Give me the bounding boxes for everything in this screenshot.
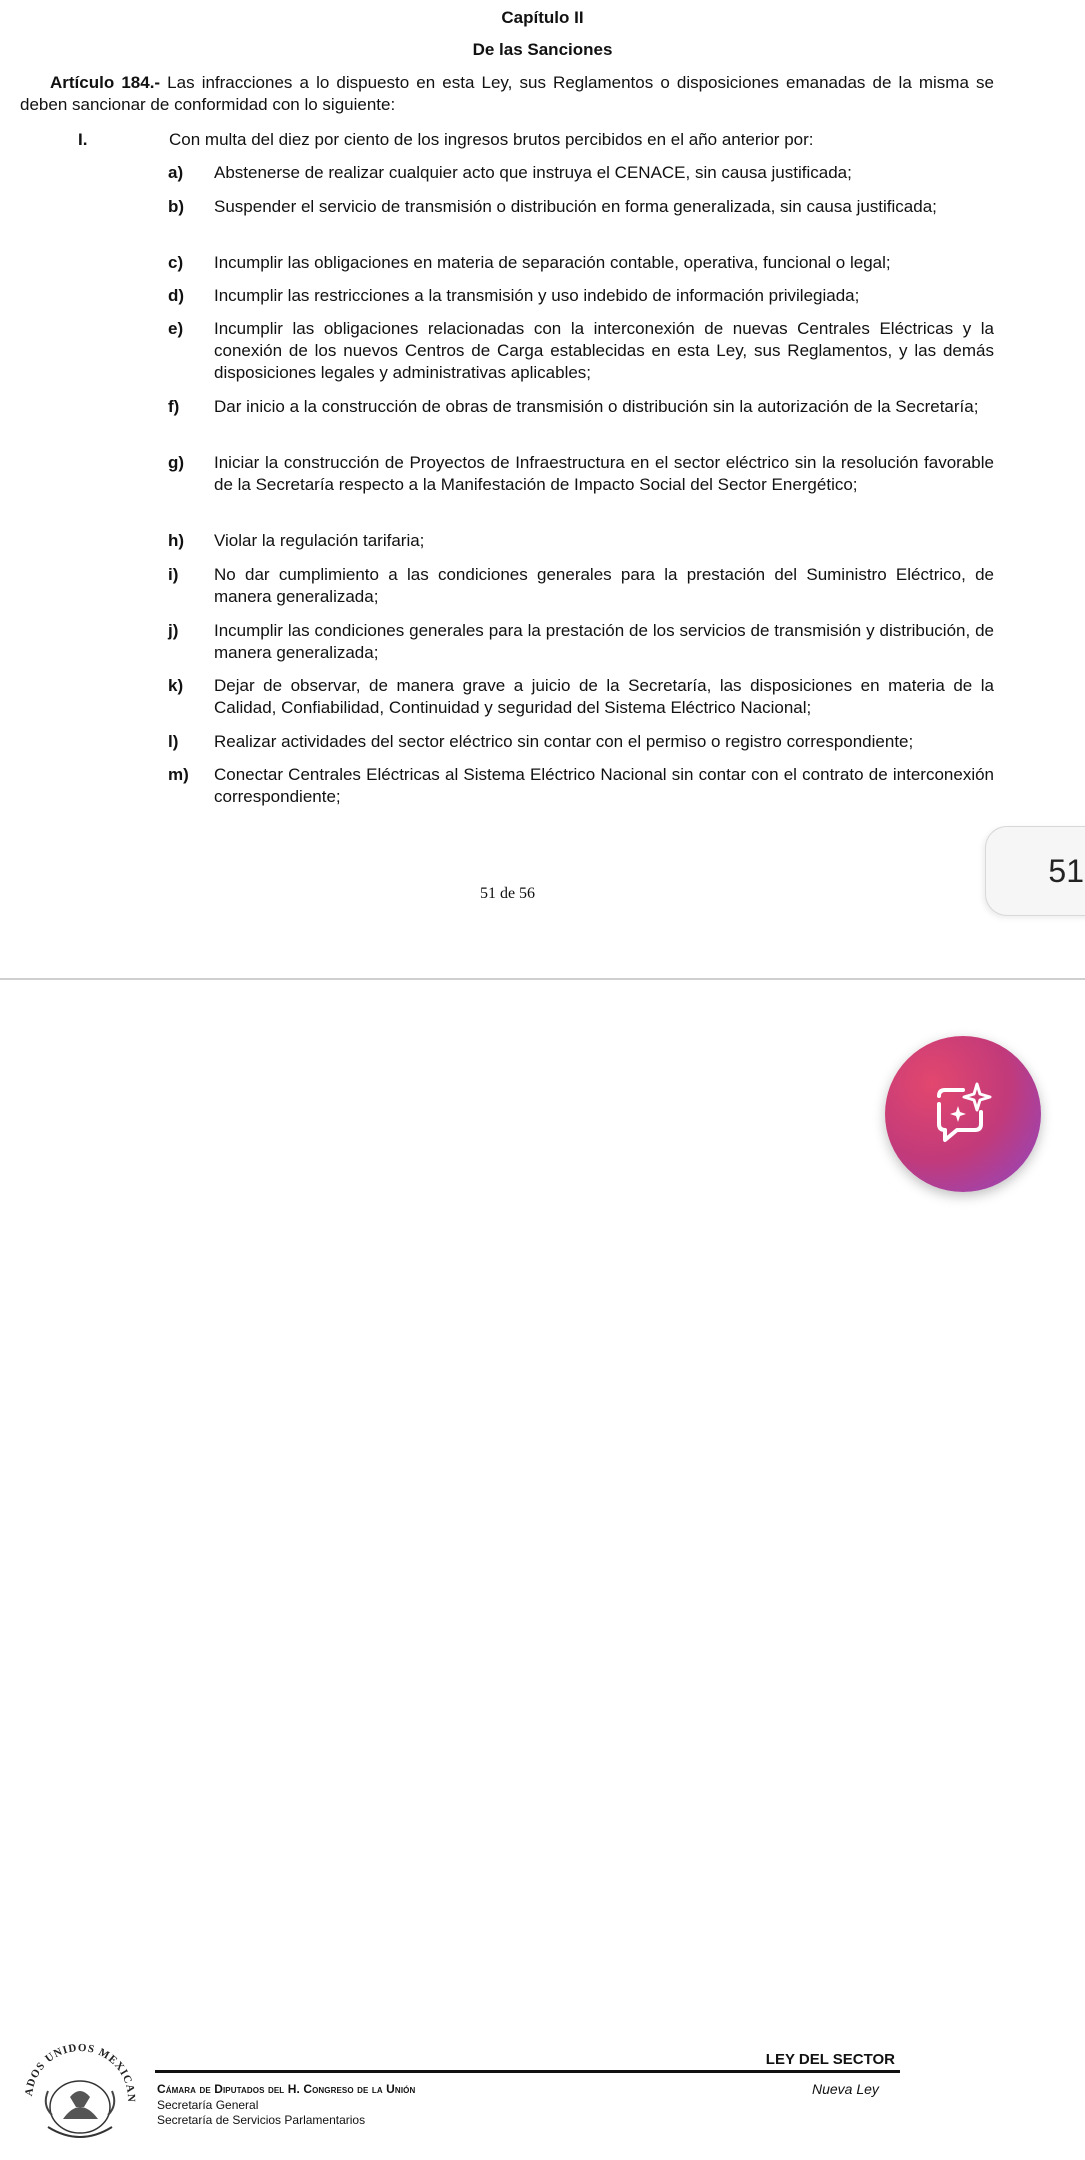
ai-assistant-button[interactable] bbox=[885, 1036, 1041, 1192]
item-text: Violar la regulación tarifaria; bbox=[214, 531, 425, 550]
item-label: m) bbox=[168, 765, 189, 784]
footer-law-title: LEY DEL SECTOR bbox=[765, 2051, 895, 2068]
item-label: i) bbox=[168, 565, 179, 584]
item-label: c) bbox=[168, 253, 184, 272]
item-label: d) bbox=[168, 286, 185, 305]
item-text: Iniciar la construcción de Proyectos de Infraestructura en el sector eléctrico sin la resolución favorable de la Secretaría respecto a la Manifestación de Impacto Social del Sector Energético; bbox=[214, 453, 994, 494]
item-text: Incumplir las restricciones a la transmisión y uso indebido de información privilegiada; bbox=[214, 286, 860, 305]
article-intro-text: Las infracciones a lo dispuesto en esta Ley, sus Reglamentos o disposiciones emanadas de la misma se deben sancionar de conformidad con lo siguiente: bbox=[20, 73, 994, 114]
article-label: Artículo 184.- bbox=[50, 73, 161, 92]
page-number-tab[interactable] bbox=[985, 826, 1085, 916]
footer-rule bbox=[155, 2070, 900, 2073]
footer-secretaria-general: Secretaría General bbox=[157, 2098, 259, 2112]
item-label: e) bbox=[168, 319, 184, 338]
item-text: Dejar de observar, de manera grave a juicio de la Secretaría, las disposiciones en materia de la Calidad, Confiabilidad, Continuidad y seguridad del Sistema Eléctrico Nacional; bbox=[214, 676, 994, 717]
item-text: Incumplir las obligaciones relacionadas con la interconexión de nuevas Centrales Eléctricas y la conexión de los nuevos Centros de Carga establecidas en esta Ley, sus Reglamentos, y las demás disposiciones legales y administrativas aplicables; bbox=[214, 319, 994, 382]
footer-chamber: Cámara de Diputados del H. Congreso de la Unión bbox=[157, 2082, 416, 2096]
item-label: j) bbox=[168, 621, 179, 640]
item-text: Abstenerse de realizar cualquier acto que instruya el CENACE, sin causa justificada; bbox=[214, 163, 852, 182]
page-counter: 51 de 56 bbox=[479, 885, 536, 902]
item-text: No dar cumplimiento a las condiciones generales para la prestación del Suministro Eléctrico, de manera generalizada; bbox=[214, 565, 994, 606]
item-label: k) bbox=[168, 676, 184, 695]
fraction-number: I. bbox=[78, 130, 88, 149]
item-label: g) bbox=[168, 453, 185, 472]
item-text: Dar inicio a la construcción de obras de transmisión o distribución sin la autorización de la Secretaría; bbox=[214, 397, 979, 416]
footer-secretaria-servicios: Secretaría de Servicios Parlamentarios bbox=[157, 2113, 366, 2127]
seal-text: ADOS UNIDOS MEXICAN bbox=[22, 2041, 138, 2103]
page-tab-number: 51 bbox=[1048, 853, 1084, 889]
item-text: Conectar Centrales Eléctricas al Sistema Eléctrico Nacional sin contar con el contrato de interconexión correspondiente; bbox=[214, 765, 994, 806]
article-paragraph bbox=[20, 72, 994, 116]
item-text: Incumplir las obligaciones en materia de separación contable, operativa, funcional o legal; bbox=[214, 253, 891, 272]
item-label: h) bbox=[168, 531, 185, 550]
item-label: a) bbox=[168, 163, 184, 182]
fraction-text: Con multa del diez por ciento de los ingresos brutos percibidos en el año anterior por: bbox=[169, 130, 814, 149]
item-text: Incumplir las condiciones generales para la prestación de los servicios de transmisión y distribución, de manera generalizada; bbox=[214, 621, 994, 662]
item-label: b) bbox=[168, 197, 185, 216]
item-text: Suspender el servicio de transmisión o distribución en forma generalizada, sin causa justificada; bbox=[214, 197, 937, 216]
chapter-number: Capítulo II bbox=[501, 8, 584, 27]
footer-nueva-ley: Nueva Ley bbox=[812, 2081, 879, 2097]
item-text: Realizar actividades del sector eléctrico sin contar con el permiso o registro correspondiente; bbox=[214, 732, 914, 751]
item-label: l) bbox=[168, 732, 179, 751]
chapter-title: De las Sanciones bbox=[472, 40, 613, 59]
document-page bbox=[0, 0, 1085, 980]
item-label: f) bbox=[168, 397, 180, 416]
ai-chat-sparkle-icon bbox=[931, 1082, 995, 1146]
coat-of-arms-icon bbox=[18, 2035, 143, 2155]
